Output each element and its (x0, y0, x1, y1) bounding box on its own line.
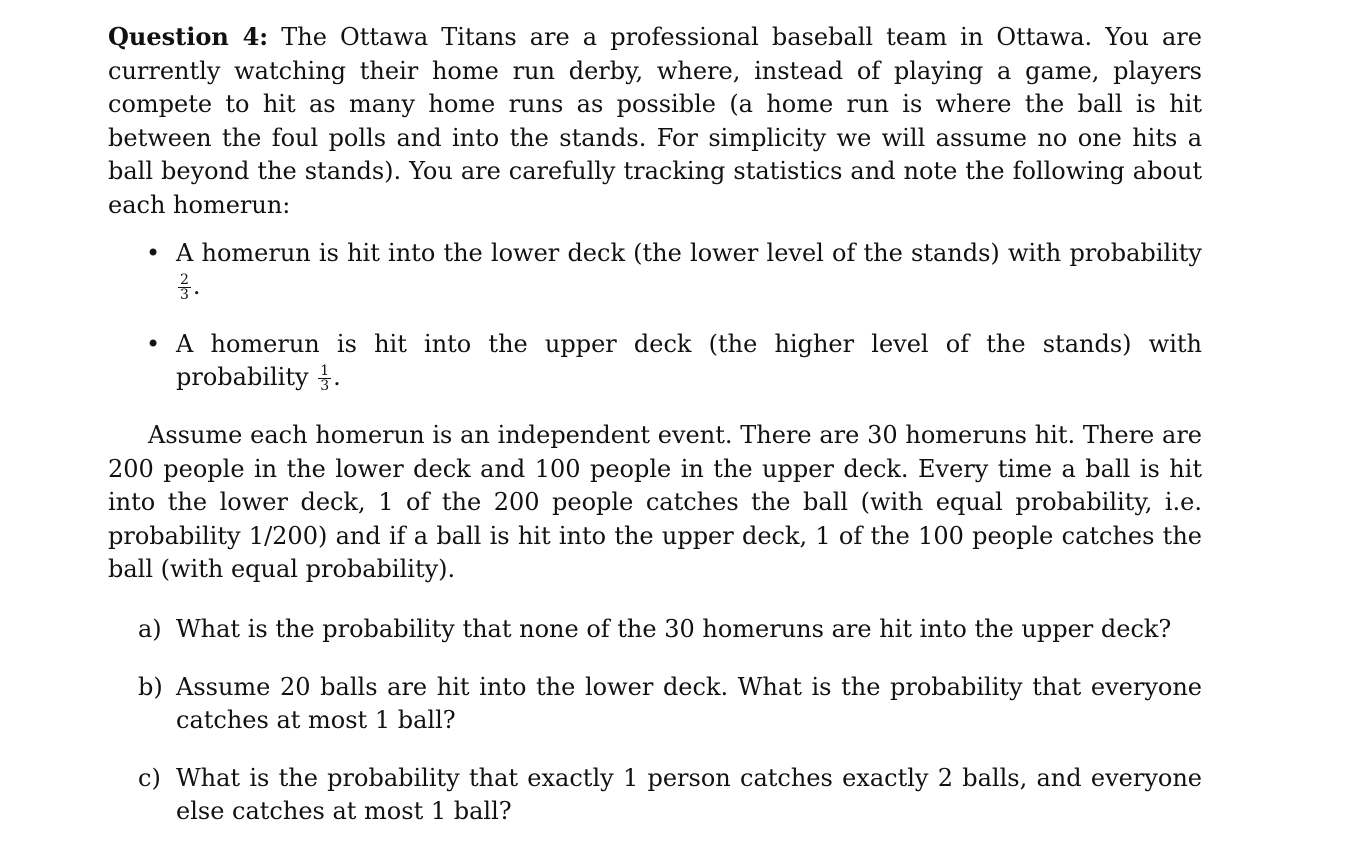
question-document (108, 20, 1202, 853)
bullet-end: . (192, 272, 201, 301)
fraction-two-thirds (178, 273, 191, 302)
part-text: What is the probability that none of the 30 homeruns are hit into the upper deck? (176, 614, 1172, 643)
part-text: Assume 20 balls are hit into the lower deck. What is the probability that everyone catches at most 1 ball? (176, 672, 1202, 735)
question-intro-text: The Ottawa Titans are a professional baseball team in Ottawa. You are currently watching their home run derby, where, instead of playing a game, players compete to hit as many home runs as possible (a home run is where the ball is hit between the foul polls and into the stands. For simplicity we will assume no one hits a ball beyond the stands). You are carefully tracking statistics and note the following about each homerun: (108, 23, 1202, 219)
question-label: Question 4: (108, 22, 269, 51)
bullet-lower-deck (108, 237, 1202, 304)
part-text: What is the probability that exactly 1 person catches exactly 2 balls, and everyone else catches at most 1 ball? (176, 763, 1202, 826)
part-label: a) (138, 614, 162, 643)
assumptions-paragraph: Assume each homerun is an independent event. There are 30 homeruns hit. There are 200 people in the lower deck and 100 people in the upper deck. Every time a ball is hit into the lower deck, 1 of the 200 people catches the ball (with equal probability, i.e. probability 1/200) and if a ball is hit into the upper deck, 1 of the 100 people catches the ball (with equal probability). (108, 420, 1202, 584)
fraction-one-third (318, 364, 331, 393)
bullet-marker: • (146, 329, 161, 358)
part-c (108, 762, 1202, 829)
bullet-marker: • (146, 238, 161, 267)
fraction-numerator: 1 (320, 363, 330, 380)
probability-bullet-list (108, 237, 1202, 395)
fraction-denominator: 3 (180, 287, 189, 304)
bullet-text: A homerun is hit into the lower deck (the lower level of the stands) with probability (176, 238, 1202, 267)
bullet-end: . (333, 363, 341, 392)
question-intro-paragraph (108, 20, 1202, 223)
bullet-text: A homerun is hit into the upper deck (the higher level of the stands) with probability (176, 329, 1202, 392)
part-label: c) (138, 763, 161, 792)
part-b (108, 671, 1202, 738)
part-a (108, 613, 1202, 647)
bullet-upper-deck (108, 328, 1202, 395)
question-parts-list (108, 613, 1202, 829)
part-label: b) (138, 672, 163, 701)
fraction-numerator: 2 (180, 272, 189, 289)
fraction-denominator: 3 (320, 378, 330, 395)
